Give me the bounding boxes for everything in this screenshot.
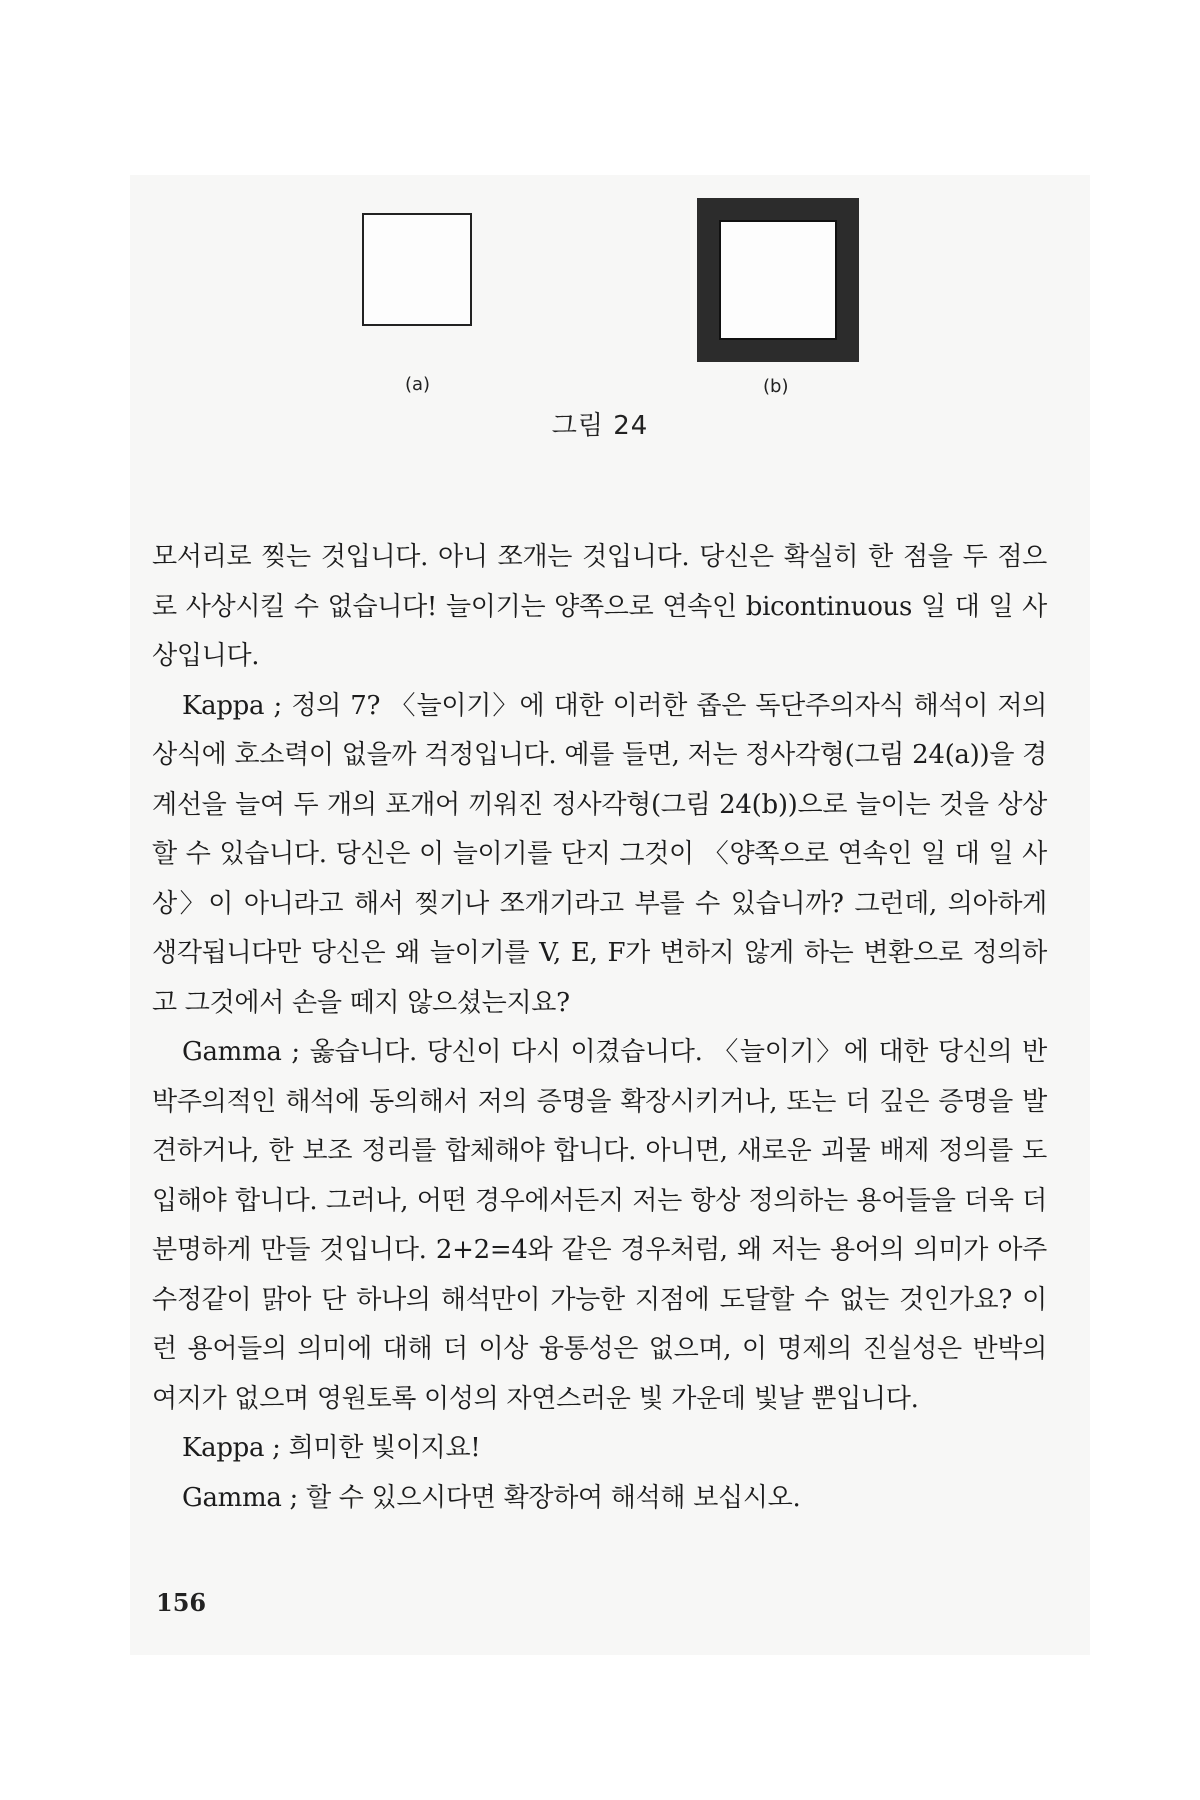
paragraph-continuation: 모서리로 찢는 것입니다. 아니 쪼개는 것입니다. 당신은 확실히 한 점을 두 점으로 사상시킬 수 없습니다! 늘이기는 양쪽으로 연속인 bicontinuous 일 대 일 사상입니다. bbox=[152, 542, 1047, 671]
paragraph-gamma: Gamma ; 옳습니다. 당신이 다시 이겼습니다. 〈늘이기〉에 대한 당신의 반박주의적인 해석에 동의해서 저의 증명을 확장시키거나, 또는 더 깊은 증명을 발견하거나, 한 보조 정리를 합체해야 합니다. 아니면, 새로운 괴물 배제 정의를 도입해야 합니다. 그러나, 어떤 경우에서든지 저는 항상 정의하는 용어들을 더욱 더 분명하게 만들 것입니다. 2+2=4와 같은 경우처럼, 왜 저는 용어의 의미가 아주 수정같이 맑아 단 하나의 해석만이 가능한 지점에 도달할 수 없는 것인가요? 이런 용어들의 의미에 대해 더 이상 융통성은 없으며, 이 명제의 진실성은 반박의 여지가 없으며 영원토록 이성의 자연스러운 빛 가운데 빛날 뿐입니다. bbox=[152, 1037, 1047, 1414]
figure-square-a bbox=[362, 213, 472, 326]
page-number: 156 bbox=[156, 1588, 207, 1617]
figure-inner-square-b bbox=[719, 220, 837, 340]
figure-nested-square-b bbox=[697, 198, 859, 362]
body-text bbox=[152, 533, 1047, 1523]
paragraph-gamma-short: Gamma ; 할 수 있으시다면 확장하여 해석해 보십시오. bbox=[182, 1482, 801, 1513]
figure-label-a: (a) bbox=[405, 374, 431, 395]
paragraph-kappa: Kappa ; 정의 7? 〈늘이기〉에 대한 이러한 좁은 독단주의자식 해석이 저의 상식에 호소력이 없을까 걱정입니다. 예를 들면, 저는 정사각형(그림 24(a))을 경계선을 늘여 두 개의 포개어 끼워진 정사각형(그림 24(b))으로 늘이는 것을 상상할 수 있습니다. 당신은 이 늘이기를 단지 그것이 〈양쪽으로 연속인 일 대 일 사상〉이 아니라고 해서 찢기나 쪼개기라고 부를 수 있습니까? 그런데, 의아하게 생각됩니다만 당신은 왜 늘이기를 V, E, F가 변하지 않게 하는 변환으로 정의하고 그것에서 손을 떼지 않으셨는지요? bbox=[152, 690, 1047, 1018]
figure-label-b: (b) bbox=[763, 376, 789, 397]
figure-caption: 그림 24 bbox=[551, 411, 649, 441]
paragraph-kappa-short: Kappa ; 희미한 빛이지요! bbox=[182, 1433, 481, 1463]
